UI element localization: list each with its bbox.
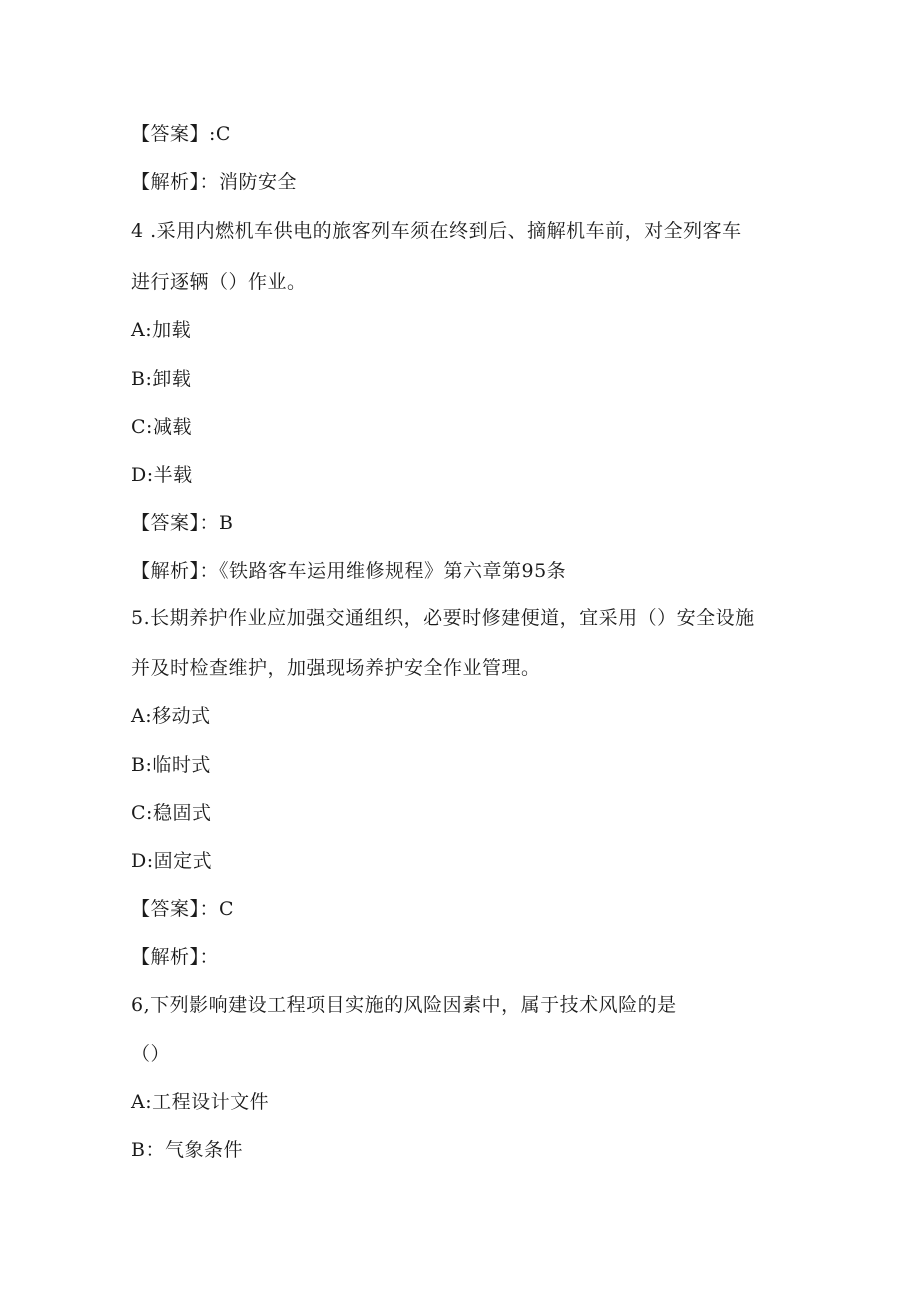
q4-option-d: D:半载 xyxy=(131,464,193,486)
q4-answer: 【答案】：B xyxy=(131,512,234,534)
q4-option-b: B:卸载 xyxy=(131,368,192,390)
q4-option-a: A:加载 xyxy=(131,319,192,341)
q5-stem-line2: 并及时检查维护，加强现场养护安全作业管理。 xyxy=(131,657,541,679)
q5-option-a: A:移动式 xyxy=(131,705,211,727)
q5-option-d: D:固定式 xyxy=(131,850,213,872)
q6-stem-line2: （） xyxy=(131,1043,171,1065)
q5-stem-line1: 5.长期养护作业应加强交通组织，必要时修建便道，宜采用（）安全设施 xyxy=(131,607,755,629)
q5-answer: 【答案】：C xyxy=(131,898,235,920)
q6-option-b: B：气象条件 xyxy=(131,1139,243,1161)
q3-answer: 【答案】:C xyxy=(131,123,231,145)
q4-stem-line1: 4 .采用内燃机车供电的旅客列车须在终到后、摘解机车前，对全列客车 xyxy=(131,220,742,242)
q5-option-c: C:稳固式 xyxy=(131,802,212,824)
q6-stem-line1: 6,下列影响建设工程项目实施的风险因素中，属于技术风险的是 xyxy=(131,994,677,1016)
q5-option-b: B:临时式 xyxy=(131,754,211,776)
q3-analysis: 【解析】：消防安全 xyxy=(131,171,298,193)
q6-option-a: A:工程设计文件 xyxy=(131,1091,270,1113)
q4-option-c: C:减载 xyxy=(131,416,192,438)
q4-stem-line2: 进行逐辆（）作业。 xyxy=(131,271,307,293)
q4-analysis: 【解析】：《铁路客车运用维修规程》第六章第95条 xyxy=(131,560,567,582)
q5-analysis: 【解析】： xyxy=(131,946,220,968)
